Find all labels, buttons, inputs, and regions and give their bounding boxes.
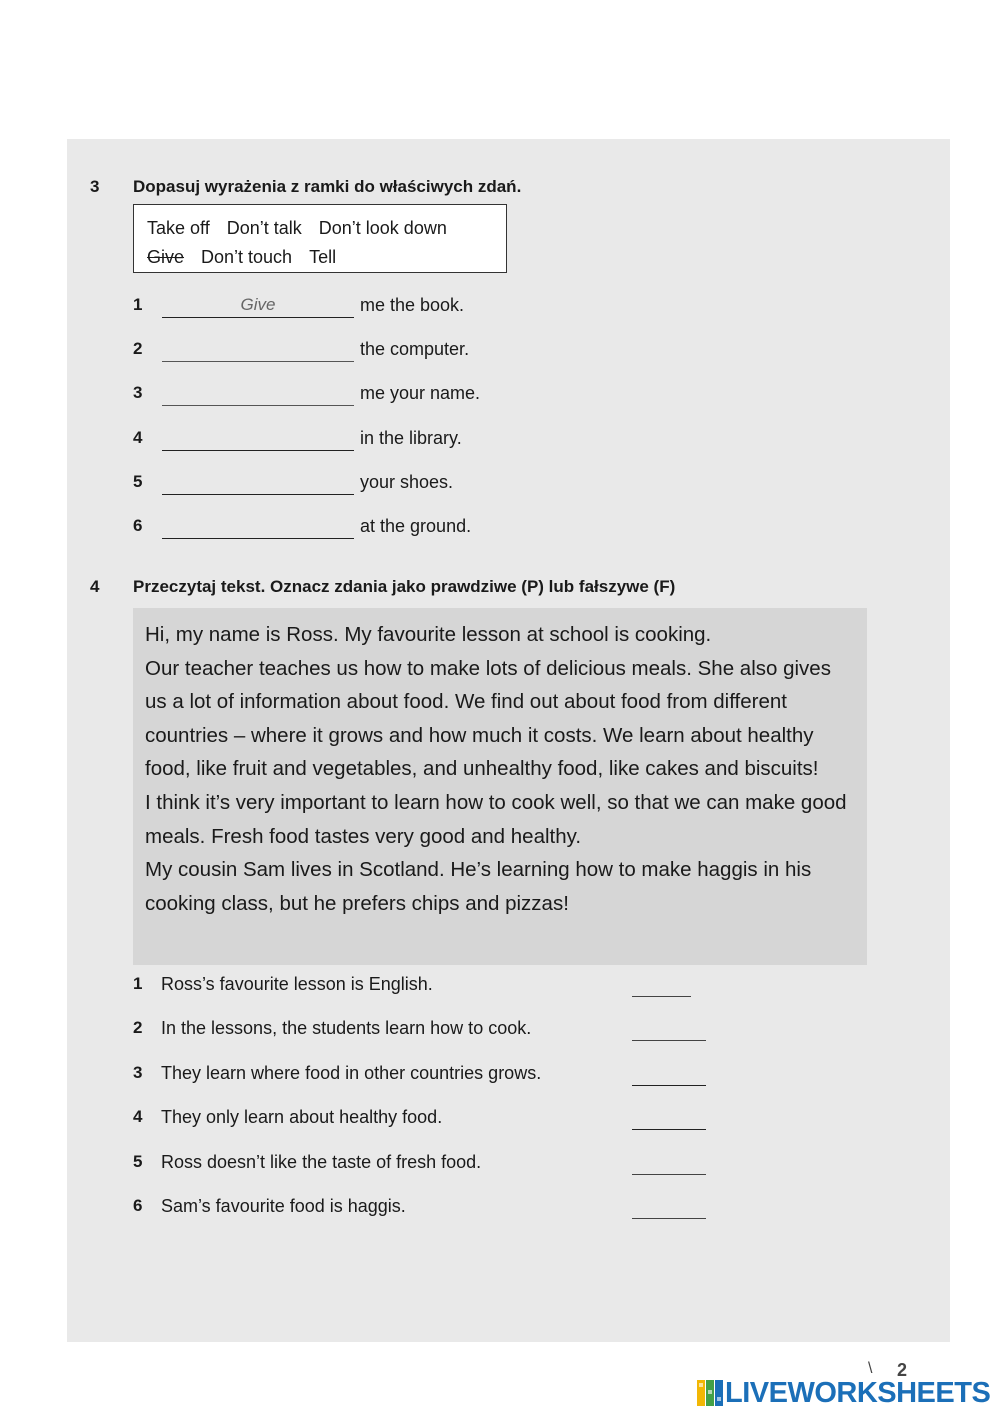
true-false-item bbox=[133, 1196, 713, 1220]
answer-blank[interactable] bbox=[632, 1075, 706, 1086]
statement-number: 6 bbox=[133, 1196, 143, 1215]
statement-number: 3 bbox=[133, 1063, 143, 1082]
exercise-4-number: 4 bbox=[90, 577, 100, 596]
item-text: your shoes. bbox=[360, 472, 454, 492]
answer-blank[interactable] bbox=[632, 986, 691, 997]
statement-number: 2 bbox=[133, 1018, 143, 1037]
statement-text: Ross’s favourite lesson is English. bbox=[161, 974, 433, 994]
statement-number: 1 bbox=[133, 974, 143, 993]
word-option: Don’t look down bbox=[318, 218, 447, 238]
answer-blank[interactable] bbox=[162, 428, 354, 451]
answer-blank[interactable] bbox=[632, 1208, 706, 1219]
answer-blank[interactable] bbox=[632, 1030, 706, 1041]
item-text: me your name. bbox=[360, 383, 481, 403]
item-number: 2 bbox=[133, 339, 143, 358]
statement-number: 5 bbox=[133, 1152, 143, 1171]
answer-blank-example: Give bbox=[162, 295, 354, 318]
exercise-4-instruction: Przeczytaj tekst. Oznacz zdania jako prawdziwe (P) lub fałszywe (F) bbox=[133, 577, 676, 596]
answer-blank[interactable] bbox=[162, 383, 354, 406]
reading-paragraph: I think it’s very important to learn how to cook well, so that we can make good meals. Fresh food tastes very good and healthy. bbox=[145, 790, 847, 848]
statement-text: They learn where food in other countries grows. bbox=[161, 1063, 542, 1083]
true-false-item bbox=[133, 974, 713, 998]
item-number: 3 bbox=[133, 383, 143, 402]
word-option: Don’t talk bbox=[226, 218, 302, 238]
answer-blank[interactable] bbox=[632, 1164, 706, 1175]
statement-text: In the lessons, the students learn how to cook. bbox=[161, 1018, 532, 1038]
word-option-used: Give bbox=[147, 247, 185, 267]
item-number: 5 bbox=[133, 472, 143, 491]
exercise-3-number: 3 bbox=[90, 177, 100, 196]
answer-blank[interactable] bbox=[162, 339, 354, 362]
logo-text: LIVEWORKSHEETS bbox=[725, 1376, 991, 1409]
word-option: Take off bbox=[147, 218, 210, 238]
true-false-item bbox=[133, 1152, 713, 1176]
true-false-item bbox=[133, 1063, 713, 1087]
item-text: me the book. bbox=[360, 295, 465, 315]
item-number: 4 bbox=[133, 428, 143, 447]
reading-paragraph: Our teacher teaches us how to make lots of delicious meals. She also gives us a lot of information about food. We find out about food from different countries – where it grows and how much it costs. We learn about healthy food, like fruit and vegetables, and unhealthy food, like cakes and biscuits! bbox=[145, 656, 831, 781]
statement-text: Ross doesn’t like the taste of fresh food. bbox=[161, 1152, 482, 1172]
exercise-3-instruction: Dopasuj wyrażenia z ramki do właściwych zdań. bbox=[133, 177, 522, 196]
answer-blank[interactable] bbox=[632, 1119, 706, 1130]
statement-text: Sam’s favourite food is haggis. bbox=[161, 1196, 406, 1216]
word-option: Don’t touch bbox=[201, 247, 293, 267]
answer-blank[interactable] bbox=[162, 516, 354, 539]
slash-mark: \ bbox=[868, 1360, 873, 1377]
reading-paragraph: My cousin Sam lives in Scotland. He’s learning how to make haggis in his cooking class, but he prefers chips and pizzas! bbox=[145, 858, 812, 915]
page-number: 2 bbox=[897, 1360, 908, 1380]
item-number: 6 bbox=[133, 516, 143, 535]
reading-text-box bbox=[133, 608, 867, 965]
word-box bbox=[133, 204, 507, 273]
reading-paragraph: Hi, my name is Ross. My favourite lesson at school is cooking. bbox=[145, 623, 712, 646]
liveworksheets-logo[interactable] bbox=[697, 1376, 990, 1410]
true-false-item bbox=[133, 1107, 713, 1131]
true-false-item bbox=[133, 1018, 713, 1042]
liveworksheets-logo-icon bbox=[697, 1380, 723, 1406]
statement-number: 4 bbox=[133, 1107, 143, 1126]
item-text: at the ground. bbox=[360, 516, 472, 536]
statement-text: They only learn about healthy food. bbox=[161, 1107, 443, 1127]
item-text: the computer. bbox=[360, 339, 470, 359]
item-text: in the library. bbox=[360, 428, 462, 448]
word-option: Tell bbox=[309, 247, 337, 267]
item-number: 1 bbox=[133, 295, 143, 314]
answer-blank[interactable] bbox=[162, 472, 354, 495]
